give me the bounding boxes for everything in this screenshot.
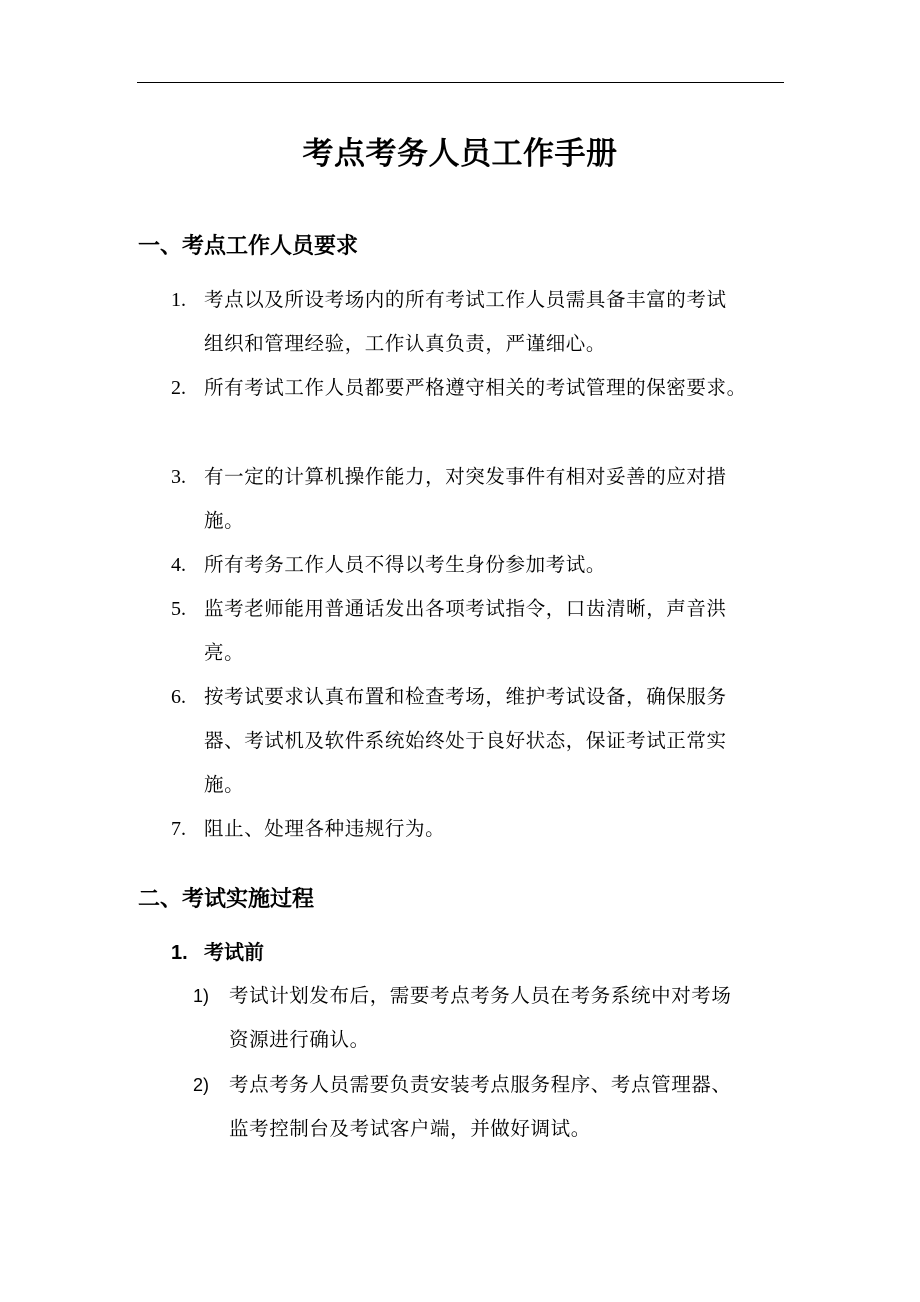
list-item: [171, 278, 791, 366]
list-item-line: 考点以及所设考场内的所有考试工作人员需具备丰富的考试: [204, 288, 727, 311]
sub-list-item-line: 监考控制台及考试客户端，并做好调试。: [229, 1117, 591, 1140]
list-item: [171, 587, 791, 675]
subsection-label: 考试前: [204, 940, 264, 964]
list-item: [171, 366, 791, 410]
list-item-number: 7.: [171, 818, 186, 840]
list-item-line: 施。: [204, 509, 245, 532]
list-item-number: 4.: [171, 554, 186, 576]
subsection-number: 1.: [171, 942, 188, 964]
list-item: [171, 455, 791, 543]
list-item-number: 1.: [171, 289, 186, 311]
sub-list-item-line: 考试计划发布后，需要考点考务人员在考务系统中对考场: [229, 984, 732, 1007]
list-item-line: 有一定的计算机操作能力，对突发事件有相对妥善的应对措: [204, 465, 727, 488]
sub-list-item-number: 1): [193, 986, 210, 1006]
list-item-number: 2.: [171, 377, 186, 399]
list-item: [171, 543, 791, 587]
list-item-line: 监考老师能用普通话发出各项考试指令，口齿清晰，声音洪: [204, 597, 727, 620]
list-item-number: 6.: [171, 686, 186, 708]
list-item-line: 所有考试工作人员都要严格遵守相关的考试管理的保密要求。: [204, 376, 747, 399]
section-heading-1: 一、考点工作人员要求: [138, 234, 359, 259]
list-item-line: 器、考试机及软件系统始终处于良好状态，保证考试正常实: [204, 729, 727, 752]
sub-list-item-number: 2): [193, 1075, 210, 1095]
section-heading-2: 二、考试实施过程: [138, 887, 315, 912]
list-item-line: 按考试要求认真布置和检查考场，维护考试设备，确保服务: [204, 685, 727, 708]
list-item-number: 3.: [171, 466, 186, 488]
sub-list-item-line: 资源进行确认。: [229, 1028, 370, 1051]
list-item-line: 亮。: [204, 641, 245, 664]
sub-list-item: [193, 974, 793, 1062]
subsection-heading: [171, 937, 264, 968]
list-item-line: 施。: [204, 773, 245, 796]
list-item-line: 所有考务工作人员不得以考生身份参加考试。: [204, 553, 607, 576]
list-item-line: 组织和管理经验，工作认真负责，严谨细心。: [204, 332, 607, 355]
sub-list-item: [193, 1063, 793, 1151]
page-title: 考点考务人员工作手册: [302, 136, 618, 172]
list-item: [171, 675, 791, 807]
list-item-line: 阻止、处理各种违规行为。: [204, 817, 446, 840]
list-item-number: 5.: [171, 598, 186, 620]
sub-list-item-line: 考点考务人员需要负责安装考点服务程序、考点管理器、: [229, 1073, 732, 1096]
list-item: [171, 807, 791, 851]
header-rule: [137, 82, 784, 83]
